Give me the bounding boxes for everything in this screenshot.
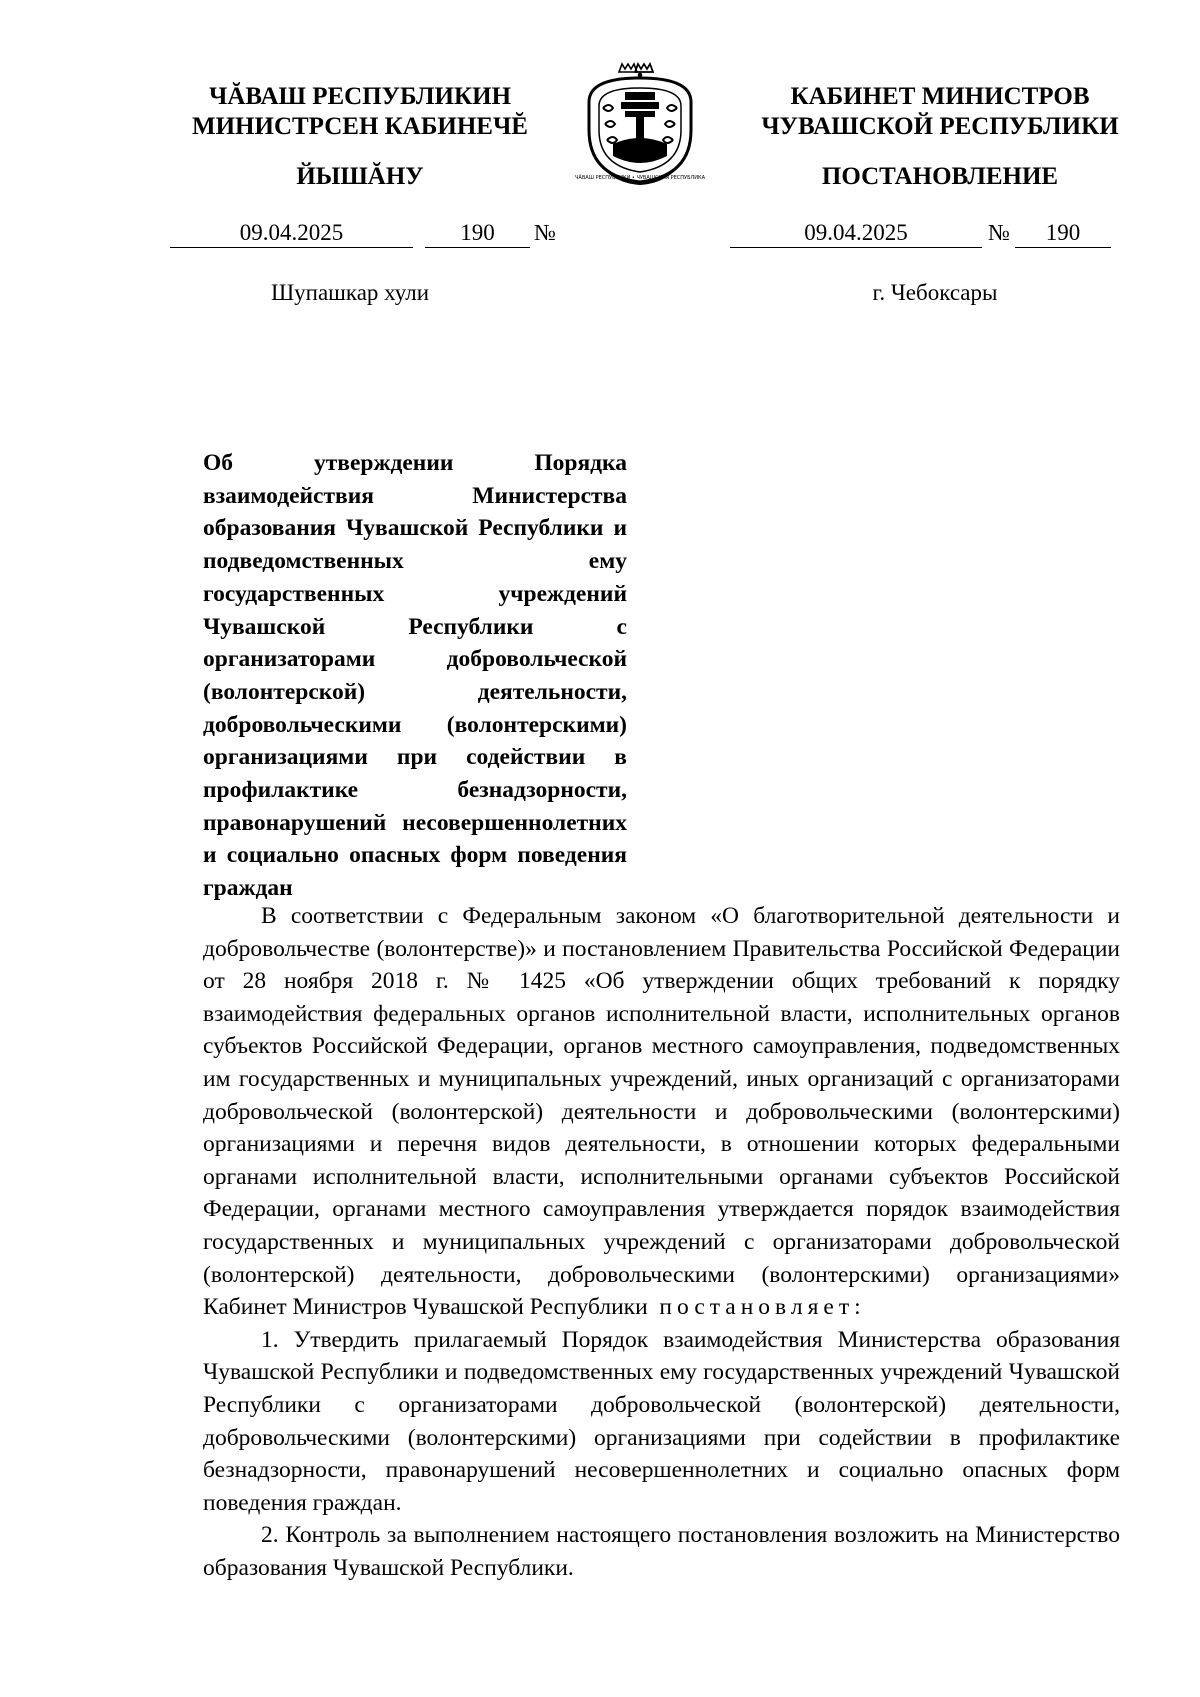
left-number-sign: № bbox=[534, 220, 556, 245]
right-org-line1: КАБИНЕТ МИНИСТРОВ bbox=[790, 83, 1090, 110]
right-city: г. Чебоксары bbox=[872, 280, 998, 305]
left-number: 190 bbox=[425, 220, 530, 248]
item-2: 2. Контроль за выполнением настоящего постановления возложить на Министерство образования Чувашской Республики. bbox=[203, 1522, 1120, 1581]
left-date: 09.04.2025 bbox=[170, 220, 413, 248]
document-body bbox=[203, 900, 1120, 1584]
left-org-line2: МИНИСТРСЕН КАБИНЕЧĔ bbox=[192, 113, 528, 140]
right-org-name bbox=[720, 82, 1160, 142]
right-number-sign: № bbox=[988, 220, 1010, 245]
resolves-text: постановляет: bbox=[659, 1294, 866, 1321]
document-title: Об утверждении Порядка взаимодействия Министерства образования Чувашской Республики и подведомственных ему государственных учреждений Чувашской Республики с организаторами добровольческой (волонтерской) деятельности, добровольческими (волонтерскими) организациями при содействии в профилактике безнадзорности, правонарушений несовершеннолетних и социально опасных форм поведения граждан bbox=[203, 450, 627, 902]
coat-of-arms-icon bbox=[569, 58, 711, 188]
item-1: 1. Утвердить прилагаемый Порядок взаимодействия Министерства образования Чувашской Республики и подведомственных ему государственных учреждений Чувашской Республики с организаторами добровольческой (волонтерской) деятельности, добровольческими (волонтерскими) организациями при содействии в профилактике безнадзорности, правонарушений несовершеннолетних и социально опасных форм поведения граждан. bbox=[203, 1326, 1120, 1516]
right-org-line2: ЧУВАШСКОЙ РЕСПУБЛИКИ bbox=[761, 113, 1119, 140]
right-doc-type: ПОСТАНОВЛЕНИЕ bbox=[821, 163, 1059, 190]
left-org-line1: ЧĂВАШ РЕСПУБЛИКИН bbox=[208, 83, 512, 110]
right-date: 09.04.2025 bbox=[730, 220, 982, 248]
svg-text:ЧĂВАШ РЕСПУБЛИКИ • ЧУВАШСКАЯ Р: ЧĂВАШ РЕСПУБЛИКИ • ЧУВАШСКАЯ РЕСПУБЛИКА bbox=[574, 175, 706, 181]
preamble-text: В соответствии с Федеральным законом «О благотворительной деятельности и добровольчестве (волонтерстве)» и постановлением Правительства Российской Федерации от 28 ноября 2018 г. № 1425 «Об утверждении общих требований к порядку взаимодействия федеральных органов исполнительной власти, исполнительных органов субъектов Российской Федерации, органов местного самоуправления, подведомственных им государственных и муниципальных учреждений, иных организаций с организаторами добровольческой (волонтерской) деятельности и добровольческими (волонтерскими) организациями и перечня видов деятельности, в отношении которых федеральными органами исполнительной власти, исполнительными органами субъектов Российской Федерации, органами местного самоуправления утверждается порядок взаимодействия государственных и муниципальных учреждений с организаторами добровольческой (волонтерской) деятельности, добровольческими (волонтерскими) организациями» Кабинет Министров Чувашской Республики bbox=[203, 903, 1120, 1321]
left-city: Шупашкар хули bbox=[270, 280, 430, 305]
preamble-paragraph bbox=[203, 900, 1120, 1324]
left-org-name bbox=[160, 82, 560, 142]
right-number: 190 bbox=[1015, 220, 1111, 248]
left-doc-type: ЙЫШĂНУ bbox=[296, 163, 424, 190]
